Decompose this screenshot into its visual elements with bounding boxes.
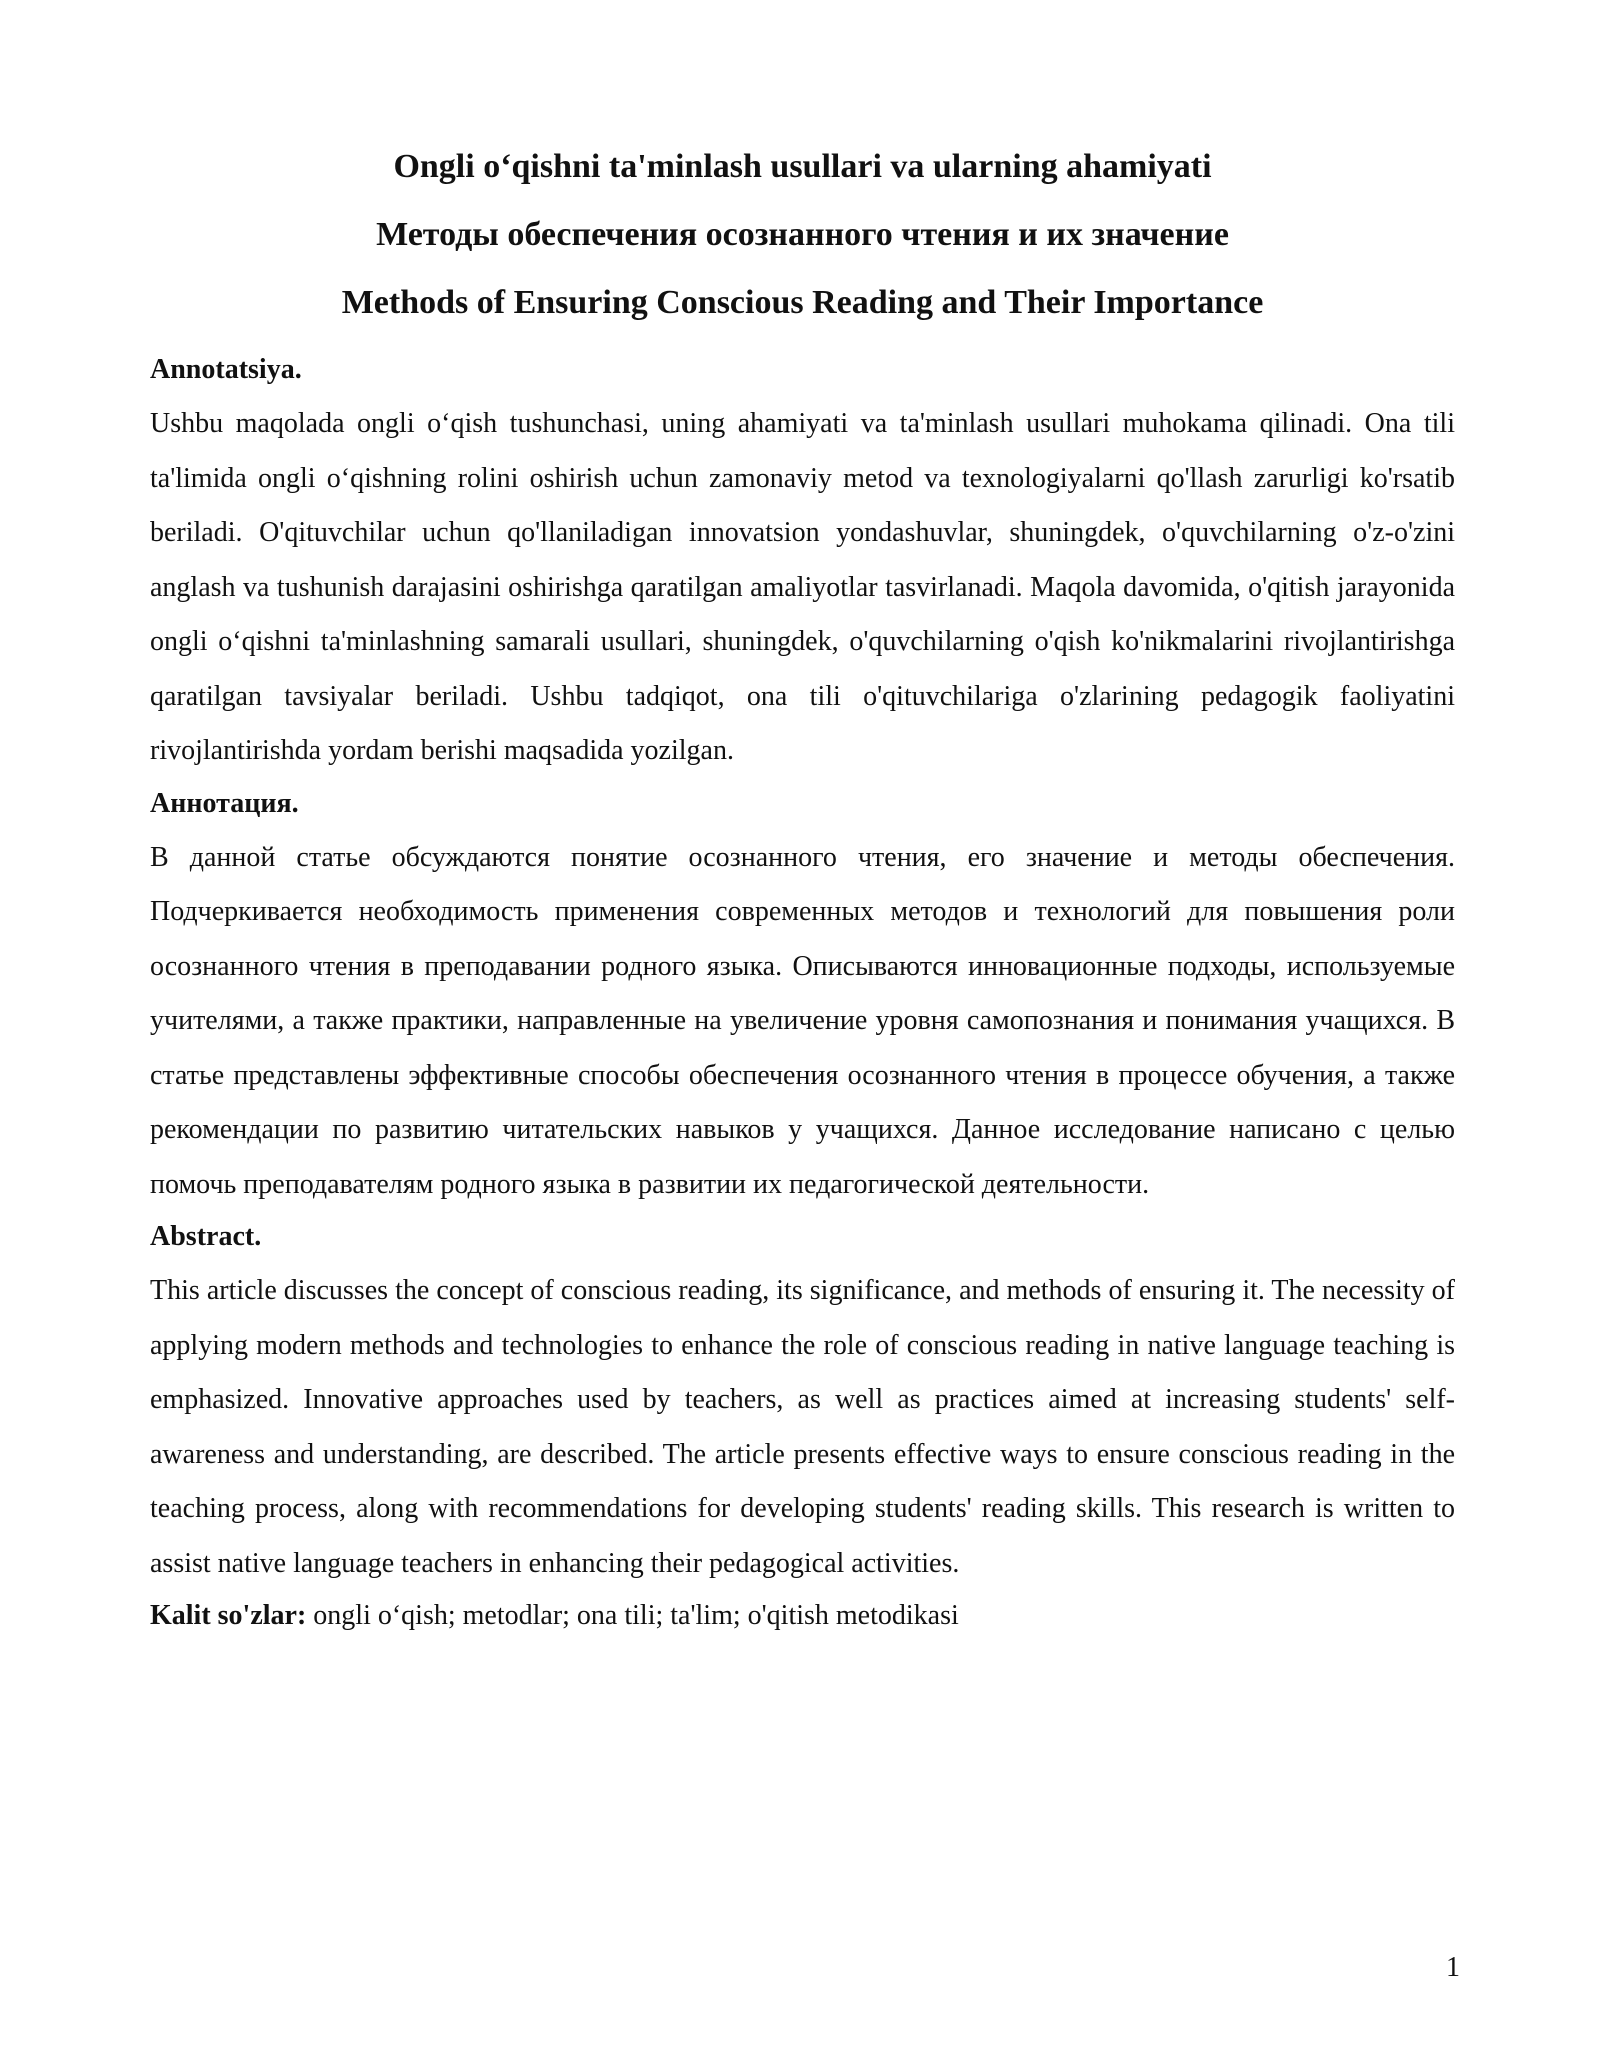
abstract-uzbek-text: Ushbu maqolada ongli o‘qish tushunchasi, uning ahamiyati va ta'minlash usullari muhokama qilinadi. Ona tili ta'limida ongli o‘qishning rolini oshirish uchun zamonaviy metod va texnologiyalarni qo'llash zarurligi ko'rsatib beriladi. O'qituvchilar uchun qo'llaniladigan innovatsion yondashuvlar, shuningdek, o'quvchilarning o'z-o'zini anglash va tushunish darajasini oshirishga qaratilgan amaliyotlar tasvirlanadi. Maqola davomida, o'qitish jarayonida ongli o‘qishni ta'minlashning samarali usullari, shuningdek, o'quvchilarning o'qish ko'nikmalarini rivojlantirishga qaratilgan tavsiyalar beriladi. Ushbu tadqiqot, ona tili o'qituvchilariga o'zlarining pedagogik faoliyatini rivojlantirishda yordam berishi maqsadida yozilgan. bbox=[150, 408, 1455, 766]
abstract-russian-text: В данной статье обсуждаются понятие осознанного чтения, его значение и методы обеспечения. Подчеркивается необходимость применения современных методов и технологий для повышения роли осознанного чтения в преподавании родного языка. Описываются инновационные подходы, используемые учителями, а также практики, направленные на увеличение уровня самопознания и понимания учащихся. В статье представлены эффективные способы обеспечения осознанного чтения в процессе обучения, а также рекомендации по развитию читательских навыков у учащихся. Данное исследование написано с целью помочь преподавателям родного языка в развитии их педагогической деятельности. bbox=[150, 841, 1455, 1200]
keywords-text: ongli o‘qish; metodlar; ona tili; ta'lim; o'qitish metodikasi bbox=[306, 1600, 959, 1631]
title-block bbox=[150, 145, 1455, 325]
abstract-russian-heading: Аннотация. bbox=[150, 787, 299, 819]
title-russian: Методы обеспечения осознанного чтения и их значение bbox=[376, 216, 1229, 253]
title-uzbek: Ongli o‘qishni ta'minlash usullari va ularning ahamiyati bbox=[393, 148, 1212, 185]
keywords-label: Kalit so'zlar: bbox=[150, 1600, 307, 1631]
abstract-russian-section bbox=[150, 783, 1455, 1213]
document-page bbox=[150, 145, 1455, 1637]
page-number: 1 bbox=[1446, 1952, 1460, 1983]
abstract-english-heading: Abstract. bbox=[150, 1221, 262, 1252]
title-english: Methods of Ensuring Conscious Reading and Their Importance bbox=[341, 284, 1264, 321]
abstract-uzbek-heading: Annotatsiya. bbox=[150, 354, 302, 385]
abstract-uzbek-section bbox=[150, 349, 1455, 779]
abstract-english-text: This article discusses the concept of conscious reading, its significance, and methods of ensuring it. The necessity of applying modern methods and technologies to enhance the role of conscious reading in native language teaching is emphasized. Innovative approaches used by teachers, as well as practices aimed at increasing students' self-awareness and understanding, are described. The article presents effective ways to ensure conscious reading in the teaching process, along with recommendations for developing students' reading skills. This research is written to assist native language teachers in enhancing their pedagogical activities. bbox=[150, 1275, 1455, 1579]
keywords-line bbox=[150, 1595, 1455, 1637]
abstract-english-section bbox=[150, 1216, 1455, 1591]
